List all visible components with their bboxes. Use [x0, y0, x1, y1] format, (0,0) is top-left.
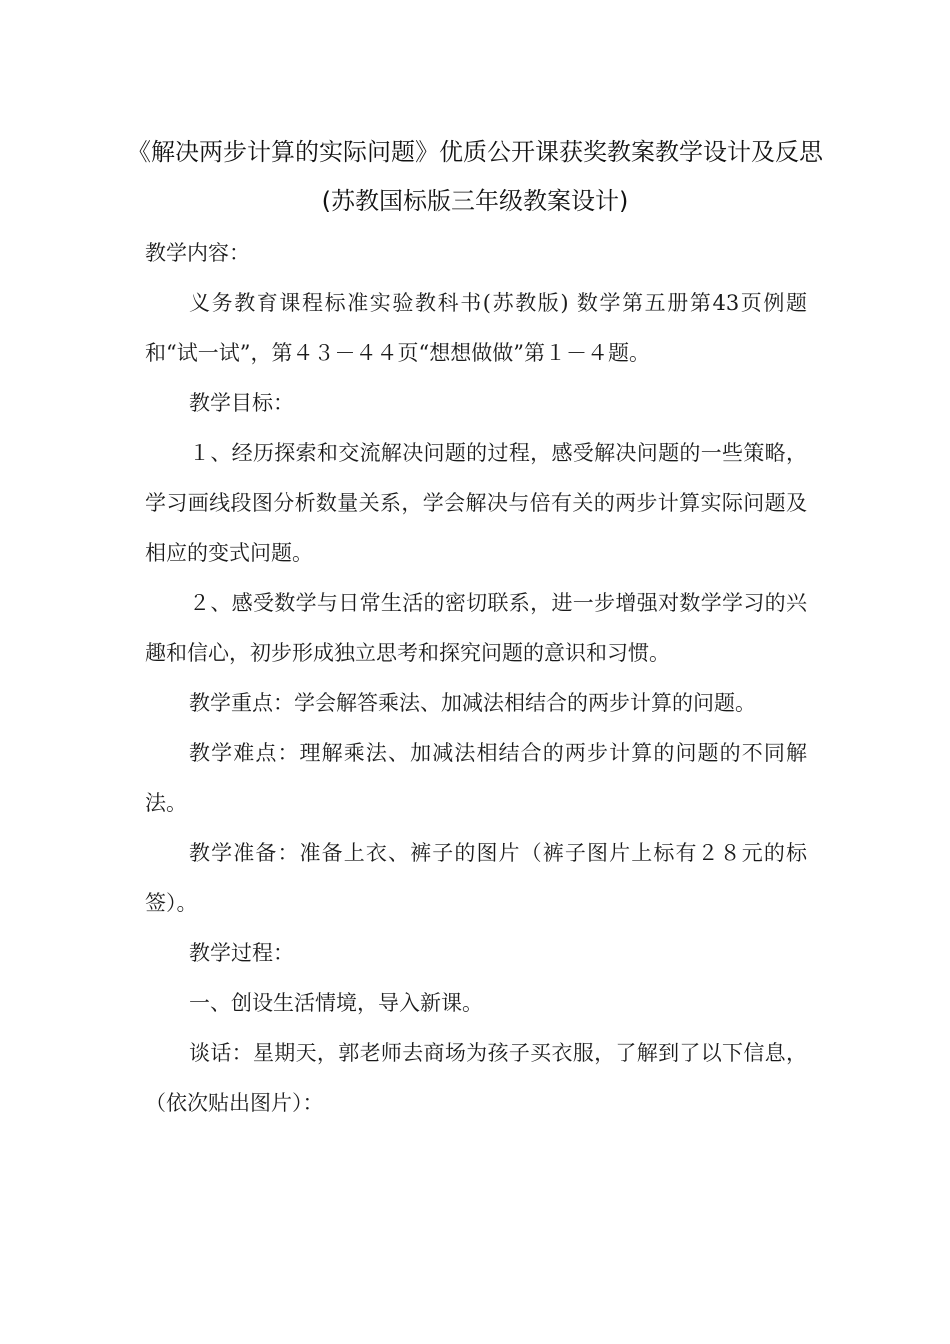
document-title: 《解决两步计算的实际问题》优质公开课获奖教案教学设计及反思: [127, 138, 823, 166]
section-heading-objectives: 教学目标：: [189, 391, 294, 415]
paragraph-step-1: 一、创设生活情境，导入新课。: [189, 991, 483, 1015]
section-heading-process: 教学过程：: [189, 941, 294, 965]
paragraph-content: 义务教育课程标准实验教科书(苏教版) 数学第五册第43页例题和“试一试”，第４３－４４页“想想做做”第１－４题。: [145, 291, 807, 365]
paragraph-key-point: 教学重点：学会解答乘法、加减法相结合的两步计算的问题。: [189, 691, 756, 715]
paragraph-talk: 谈话：星期天，郭老师去商场为孩子买衣服，了解到了以下信息，（依次贴出图片）：: [145, 1041, 807, 1115]
paragraph-difficulty: 教学难点：理解乘法、加减法相结合的两步计算的问题的不同解法。: [145, 741, 807, 815]
paragraph-objective-2: ２、感受数学与日常生活的密切联系，进一步增强对数学学习的兴趣和信心，初步形成独立思考和探究问题的意识和习惯。: [145, 591, 807, 665]
paragraph-objective-1: １、经历探索和交流解决问题的过程，感受解决问题的一些策略，学习画线段图分析数量关系，学会解决与倍有关的两步计算实际问题及相应的变式问题。: [145, 441, 807, 565]
paragraph-preparation: 教学准备：准备上衣、裤子的图片（裤子图片上标有２８元的标签）。: [145, 841, 807, 915]
document-body: [145, 228, 807, 1128]
section-heading-content: 教学内容：: [145, 241, 250, 265]
document-subtitle: (苏教国标版三年级教案设计): [321, 187, 629, 215]
